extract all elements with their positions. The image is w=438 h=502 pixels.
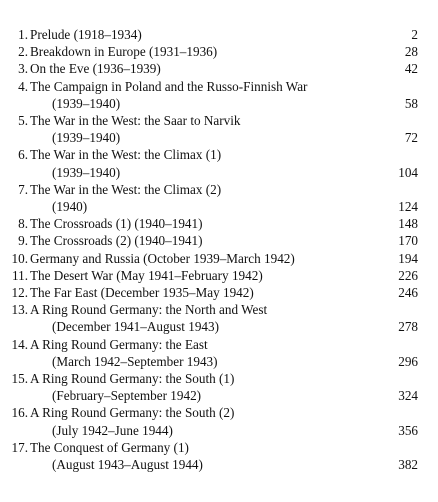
toc-entry-title-continued: (1939–1940)	[52, 130, 121, 146]
toc-entry-title: The Crossroads (2) (1940–1941)	[30, 233, 203, 249]
toc-entry-number: 7.	[18, 181, 28, 197]
toc-page-number: 170	[398, 233, 418, 249]
toc-page-number: 2	[411, 27, 418, 42]
toc-line	[0, 129, 438, 146]
toc-line	[0, 456, 438, 473]
toc-line	[0, 439, 438, 456]
toc-line	[0, 60, 438, 77]
toc-line	[0, 250, 438, 267]
toc-page-number: 356	[398, 422, 418, 438]
toc-page-number: 246	[398, 285, 418, 300]
toc-page-number: 278	[398, 319, 418, 335]
toc-entry-number: 13.	[11, 302, 28, 318]
toc-entry-title: The War in the West: the Saar to Narvik	[30, 113, 241, 128]
toc-entry-number: 9.	[18, 233, 28, 249]
toc-line	[0, 112, 438, 129]
toc-line	[0, 43, 438, 60]
toc-page-number: 124	[398, 199, 418, 214]
toc-line	[0, 370, 438, 387]
toc-page-number: 104	[398, 164, 418, 180]
toc-entry-number: 16.	[11, 405, 28, 421]
toc-entry-title: The Conquest of Germany (1)	[30, 439, 189, 455]
toc-entry-number: 2.	[18, 44, 28, 60]
toc-entry-title-continued: (December 1941–August 1943)	[52, 319, 220, 335]
toc-line	[0, 422, 438, 439]
toc-entry-number: 10.	[11, 250, 28, 266]
toc-line	[0, 318, 438, 335]
toc-line	[0, 26, 438, 43]
toc-page-number: 42	[404, 61, 418, 77]
toc-entry-title: A Ring Round Germany: the East	[30, 336, 208, 352]
toc-line	[0, 146, 438, 163]
toc-entry-title: A Ring Round Germany: the North and West	[30, 302, 268, 318]
toc-entry-number: 8.	[18, 216, 28, 232]
toc-line	[0, 267, 438, 284]
toc-entry-title: The Crossroads (1) (1940–1941)	[30, 216, 203, 232]
toc-entry-number: 15.	[11, 371, 28, 386]
toc-entry-number: 4.	[18, 78, 28, 94]
toc-entry-title: Breakdown in Europe (1931–1936)	[30, 44, 218, 60]
toc-page-number: 148	[398, 216, 418, 232]
toc-line	[0, 78, 438, 95]
toc-entry-number: 6.	[18, 147, 28, 163]
toc-entry-title-continued: (1939–1940)	[52, 164, 121, 180]
toc-entry-title: A Ring Round Germany: the South (2)	[30, 405, 235, 421]
toc-line	[0, 284, 438, 301]
toc-page-number: 226	[398, 267, 418, 283]
toc-line	[0, 95, 438, 112]
toc-line	[0, 215, 438, 232]
toc-entry-title: On the Eve (1936–1939)	[30, 61, 161, 77]
toc-line	[0, 387, 438, 404]
toc-page-number: 194	[398, 250, 418, 266]
toc-entry-number: 11.	[12, 267, 28, 283]
toc-page-number: 296	[398, 353, 418, 369]
toc-entry-number: 3.	[18, 61, 28, 77]
toc-page-number: 28	[404, 44, 418, 60]
toc-entry-number: 17.	[11, 439, 28, 455]
toc-entry-title-continued: (July 1942–June 1944)	[52, 422, 173, 438]
toc-entry-title: Germany and Russia (October 1939–March 1942)	[30, 250, 295, 266]
toc-entry-title: The Desert War (May 1941–February 1942)	[30, 267, 263, 283]
toc-entry-title: The Campaign in Poland and the Russo-Finnish War	[30, 78, 308, 94]
toc-line	[0, 301, 438, 318]
toc-entry-title-continued: (1939–1940)	[52, 95, 121, 111]
toc-line	[0, 181, 438, 198]
toc-entry-number: 12.	[11, 285, 28, 300]
toc-line	[0, 164, 438, 181]
toc-entry-number: 1.	[18, 27, 28, 42]
toc-entry-title: The War in the West: the Climax (2)	[30, 181, 222, 197]
toc-entry-title-continued: (August 1943–August 1944)	[52, 457, 203, 472]
toc-page-number: 58	[404, 95, 418, 111]
toc-page-number: 72	[404, 130, 418, 146]
toc-line	[0, 198, 438, 215]
toc-entry-title: A Ring Round Germany: the South (1)	[30, 371, 235, 386]
toc-entry-title: The Far East (December 1935–May 1942)	[30, 285, 254, 300]
toc-entry-title-continued: (1940)	[52, 199, 88, 214]
toc-page-number: 382	[398, 457, 418, 472]
toc-line	[0, 232, 438, 249]
toc-page-number: 324	[398, 388, 418, 404]
toc-entry-title-continued: (February–September 1942)	[52, 388, 202, 404]
toc-line	[0, 336, 438, 353]
toc-entry-title: Prelude (1918–1934)	[30, 27, 142, 42]
toc-entry-title-continued: (March 1942–September 1943)	[52, 353, 218, 369]
toc-line	[0, 353, 438, 370]
toc-line	[0, 404, 438, 421]
toc-entry-number: 5.	[18, 113, 28, 128]
toc-entry-title: The War in the West: the Climax (1)	[30, 147, 222, 163]
toc-entry-number: 14.	[11, 336, 28, 352]
